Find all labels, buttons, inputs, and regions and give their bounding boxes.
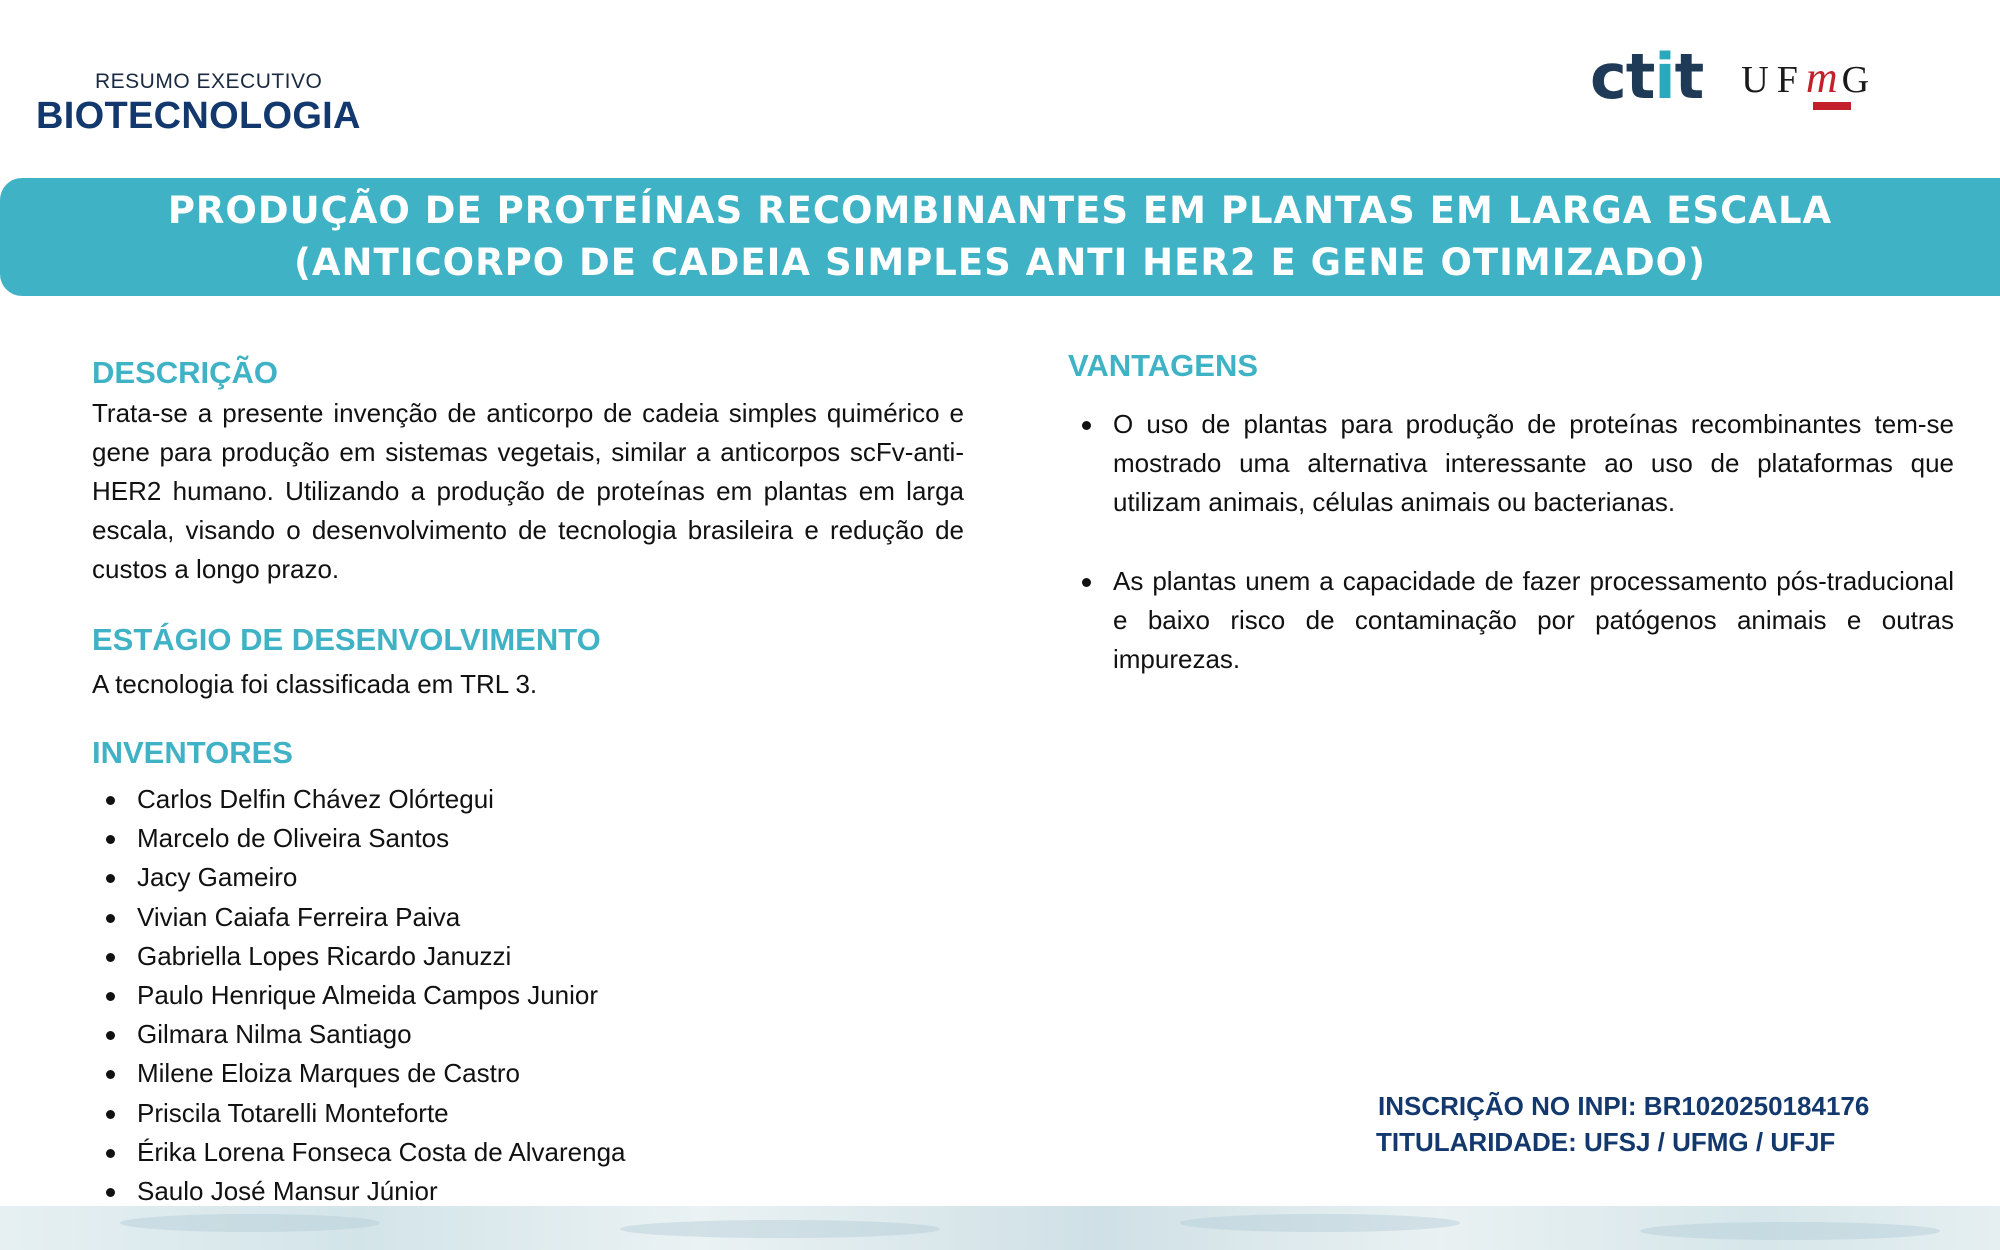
spacer [92,704,964,732]
ctit-logo [1590,40,1704,113]
list-item: Gilmara Nilma Santiago [92,1015,964,1054]
partner-logos [1590,42,1877,112]
right-column [1068,345,1954,719]
ctit-logo-suffix: t [1674,40,1704,113]
ufmg-logo-bar [1813,102,1851,110]
inventor-list [92,780,964,1211]
estagio-heading: ESTÁGIO DE DESENVOLVIMENTO [92,622,601,657]
vantagens-list [1068,405,1954,679]
estagio-text: A tecnologia foi classificada em TRL 3. [92,669,538,699]
list-item: As plantas unem a capacidade de fazer processamento pós-traducional e baixo risco de contaminação por patógenos animais e outras impurezas. [1068,562,1954,679]
list-item: Milene Eloiza Marques de Castro [92,1054,964,1093]
spacer [92,589,964,619]
ufmg-logo [1741,52,1877,103]
registration-info [1376,1088,1869,1160]
ctit-logo-accent: i [1654,40,1675,113]
list-item: Priscila Totarelli Monteforte [92,1094,964,1133]
watercolor-wave [1180,1214,1460,1232]
descricao-heading: DESCRIÇÃO [92,355,279,390]
ufmg-logo-g: G [1841,58,1878,101]
inventores-heading: INVENTORES [92,735,293,770]
list-item: O uso de plantas para produção de proteínas recombinantes tem-se mostrado uma alternativa interessante ao uso de plataformas que utilizam animais, células animais ou bacterianas. [1068,405,1954,522]
header-kicker: RESUMO EXECUTIVO [95,70,323,93]
list-item: Saulo José Mansur Júnior [92,1172,964,1211]
document-title: PRODUÇÃO DE PROTEÍNAS RECOMBINANTES EM PLANTAS EM LARGA ESCALA (ANTICORPO DE CADEIA SIMPLES ANTI HER2 E GENE OTIMIZADO) [167,189,1833,284]
document-header [36,70,361,136]
descricao-text: Trata-se a presente invenção de anticorpo de cadeia simples quimérico e gene para produção em sistemas vegetais, similar a anticorpos scFv-anti-HER2 humano. Utilizando a produção de proteínas em plantas em larga escala, visando o desenvolvimento de tecnologia brasileira e redução de custos a longo prazo. [92,398,964,584]
ownership: TITULARIDADE: UFSJ / UFMG / UFJF [1376,1127,1836,1157]
list-item: Érika Lorena Fonseca Costa de Alvarenga [92,1133,964,1172]
list-item: Paulo Henrique Almeida Campos Junior [92,976,964,1015]
ufmg-logo-f: F [1776,58,1806,101]
decorative-watercolor-strip [0,1206,2000,1250]
left-column [92,352,964,1211]
watercolor-wave [120,1214,380,1232]
list-item: Jacy Gameiro [92,858,964,897]
watercolor-wave [620,1220,940,1238]
ufmg-logo-m: m [1805,52,1842,102]
ufmg-logo-u: U [1741,58,1777,101]
inpi-registration: INSCRIÇÃO NO INPI: BR1020250184176 [1378,1091,1870,1121]
title-banner [0,178,2000,296]
list-item: Carlos Delfin Chávez Olórtegui [92,780,964,819]
list-item: Vivian Caiafa Ferreira Paiva [92,898,964,937]
watercolor-wave [1640,1222,1940,1240]
list-item: Gabriella Lopes Ricardo Januzzi [92,937,964,976]
ctit-logo-prefix: ct [1590,40,1655,113]
list-item: Marcelo de Oliveira Santos [92,819,964,858]
header-category: BIOTECNOLOGIA [36,95,361,137]
vantagens-heading: VANTAGENS [1068,348,1259,383]
